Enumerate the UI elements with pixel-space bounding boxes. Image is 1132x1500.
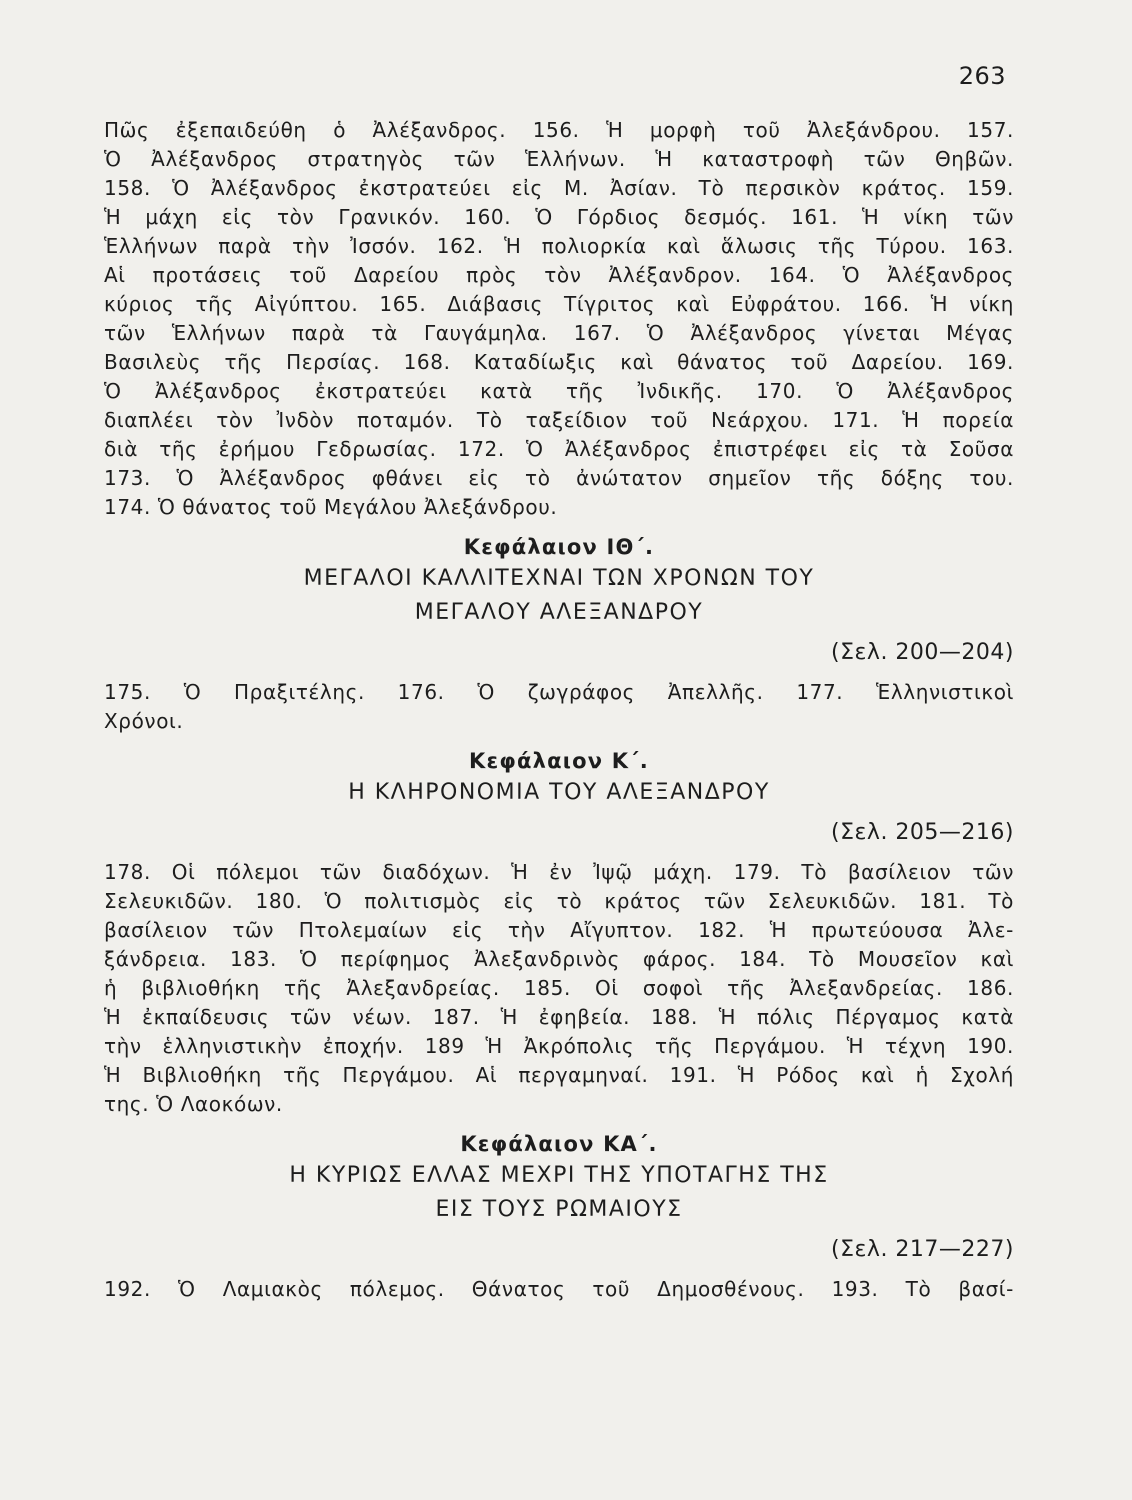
chapter-title: Η ΚΛΗΡΟΝΟΜΙΑ ΤΟΥ ΑΛΕΞΑΝΔΡΟΥ xyxy=(348,780,770,805)
page-number: 263 xyxy=(958,62,1006,90)
text-line: 178. Οἱ πόλεμοι τῶν διαδόχων. Ἡ ἐν Ἰψῷ μάχη. 179. Τὸ βασίλειον τῶν xyxy=(104,860,1014,884)
chapter-title: ΜΕΓΑΛΟΙ ΚΑΛΛΙΤΕΧΝΑΙ ΤΩΝ ΧΡΟΝΩΝ ΤΟΥ xyxy=(303,566,815,591)
text-line: ξάνδρεια. 183. Ὁ περίφημος Ἀλεξανδρινὸς φάρος. 184. Τὸ Μουσεῖον καὶ xyxy=(104,947,1014,971)
chapter-20 xyxy=(104,746,1014,1119)
chapter-heading: Κεφάλαιον ΙΘ΄. xyxy=(463,535,655,559)
text-line: διαπλέει τὸν Ἰνδὸν ποταμόν. Τὸ ταξείδιον τοῦ Νεάρχου. 171. Ἡ πορεία xyxy=(104,408,1014,432)
chapter-heading: Κεφάλαιον Κ΄. xyxy=(469,749,649,773)
text-line: Βασιλεὺς τῆς Περσίας. 168. Καταδίωξις καὶ θάνατος τοῦ Δαρείου. 169. xyxy=(104,350,1014,374)
text-line: κύριος τῆς Αἰγύπτου. 165. Διάβασις Τίγριτος καὶ Εὐφράτου. 166. Ἡ νίκη xyxy=(104,292,1014,316)
text-line: Πῶς ἐξεπαιδεύθη ὁ Ἀλέξανδρος. 156. Ἡ μορφὴ τοῦ Ἀλεξάνδρου. 157. xyxy=(104,118,1014,142)
text-line: 173. Ὁ Ἀλέξανδρος φθάνει εἰς τὸ ἀνώτατον σημεῖον τῆς δόξης του. xyxy=(104,466,1014,490)
chapter-heading: Κεφάλαιον ΚΑ΄. xyxy=(460,1132,658,1156)
chapter-title: ΜΕΓΑΛΟΥ ΑΛΕΞΑΝΔΡΟΥ xyxy=(414,600,704,625)
page-content xyxy=(104,116,1014,1304)
intro-paragraph xyxy=(104,116,1014,522)
page-range: (Σελ. 217—227) xyxy=(831,1237,1014,1262)
text-line: 158. Ὁ Ἀλέξανδρος ἐκστρατεύει εἰς Μ. Ἀσίαν. Τὸ περσικὸν κράτος. 159. xyxy=(104,176,1014,200)
text-line: Αἱ προτάσεις τοῦ Δαρείου πρὸς τὸν Ἀλέξανδρον. 164. Ὁ Ἀλέξανδρος xyxy=(104,263,1014,287)
text-line: ἡ βιβλιοθήκη τῆς Ἀλεξανδρείας. 185. Οἱ σοφοὶ τῆς Ἀλεξανδρείας. 186. xyxy=(104,976,1014,1000)
chapter-title: Η ΚΥΡΙΩΣ ΕΛΛΑΣ ΜΕΧΡΙ ΤΗΣ ΥΠΟΤΑΓΗΣ ΤΗΣ xyxy=(289,1163,829,1188)
text-line: 174. Ὁ θάνατος τοῦ Μεγάλου Ἀλεξάνδρου. xyxy=(104,495,558,519)
chapter-19 xyxy=(104,532,1014,736)
text-line: Ὁ Ἀλέξανδρος στρατηγὸς τῶν Ἑλλήνων. Ἡ καταστροφὴ τῶν Θηβῶν. xyxy=(104,147,1014,171)
text-line: Ἡ Βιβλιοθήκη τῆς Περγάμου. Αἱ περγαμηναί. 191. Ἡ Ρόδος καὶ ἡ Σχολή xyxy=(104,1063,1014,1087)
text-line: διὰ τῆς ἐρήμου Γεδρωσίας. 172. Ὁ Ἀλέξανδρος ἐπιστρέφει εἰς τὰ Σοῦσα xyxy=(104,437,1014,461)
text-line: της. Ὁ Λαοκόων. xyxy=(104,1092,283,1116)
text-line: Ὁ Ἀλέξανδρος ἐκστρατεύει κατὰ τῆς Ἰνδικῆς. 170. Ὁ Ἀλέξανδρος xyxy=(104,379,1014,403)
text-line: Ἡ ἐκπαίδευσις τῶν νέων. 187. Ἡ ἐφηβεία. 188. Ἡ πόλις Πέργαμος κατὰ xyxy=(104,1005,1014,1029)
text-line: 192. Ὁ Λαμιακὸς πόλεμος. Θάνατος τοῦ Δημοσθένους. 193. Τὸ βασί- xyxy=(104,1277,1014,1301)
text-line: Ἑλλήνων παρὰ τὴν Ἰσσόν. 162. Ἡ πολιορκία καὶ ἅλωσις τῆς Τύρου. 163. xyxy=(104,234,1014,258)
text-line: βασίλειον τῶν Πτολεμαίων εἰς τὴν Αἴγυπτον. 182. Ἡ πρωτεύουσα Ἀλε- xyxy=(104,918,1014,942)
text-line: 175. Ὁ Πραξιτέλης. 176. Ὁ ζωγράφος Ἀπελλῆς. 177. Ἑλληνιστικοὶ xyxy=(104,680,1014,704)
page-range: (Σελ. 200—204) xyxy=(831,640,1014,665)
chapter-title: ΕΙΣ ΤΟΥΣ ΡΩΜΑΙΟΥΣ xyxy=(435,1197,683,1222)
text-line: Ἡ μάχη εἰς τὸν Γρανικόν. 160. Ὁ Γόρδιος δεσμός. 161. Ἡ νίκη τῶν xyxy=(104,205,1014,229)
text-line: τὴν ἑλληνιστικὴν ἐποχήν. 189 Ἡ Ἀκρόπολις τῆς Περγάμου. Ἡ τέχνη 190. xyxy=(104,1034,1014,1058)
text-line: Σελευκιδῶν. 180. Ὁ πολιτισμὸς εἰς τὸ κράτος τῶν Σελευκιδῶν. 181. Τὸ xyxy=(104,889,1014,913)
text-line: τῶν Ἑλλήνων παρὰ τὰ Γαυγάμηλα. 167. Ὁ Ἀλέξανδρος γίνεται Μέγας xyxy=(104,321,1014,345)
chapter-21 xyxy=(104,1129,1014,1304)
page-range: (Σελ. 205—216) xyxy=(831,820,1014,845)
text-line: Χρόνοι. xyxy=(104,709,184,733)
